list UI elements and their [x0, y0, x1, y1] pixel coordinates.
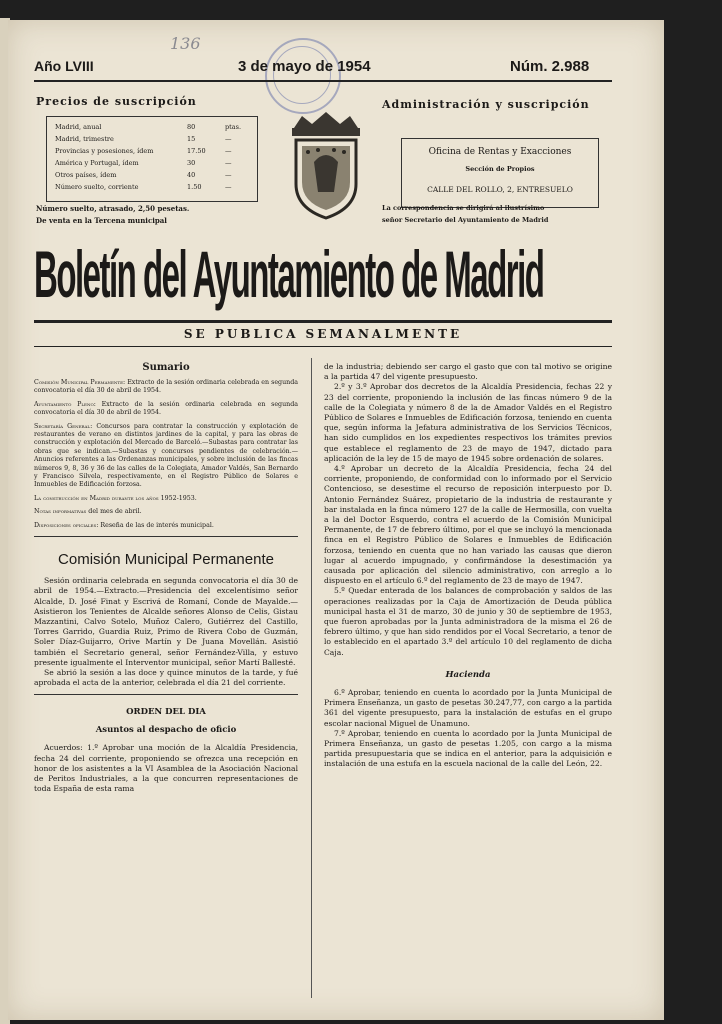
masthead-rule — [34, 320, 612, 323]
paragraph: 7.º Aprobar, teniendo en cuenta lo acordado por la Junta Municipal de Primera Enseñanza, un gasto de pesetas 1.205, con cargo a la misma partida presupuestaria que se indica en el anterior, para la adquisición e instalación de una estufa en la escuela nacional de la calle del León, 22. — [324, 728, 612, 769]
section-rule — [34, 536, 298, 537]
paragraph: Sesión ordinaria celebrada en segunda convocatoria el día 30 de abril de 1954.—Extracto.—Presidencia del excelentísimo señor Alcalde, D. José Finat y Escrivá de Romaní, Conde de Mayalde.—Asistieron los Tenientes de Alcalde señores Alonso de Celis, Gistau Mazzantini, Calvo Sotelo, Muñoz Calero, Gutiérrez del Castillo, Torres Garrido, Guardia Ruiz, Primo de Rivera Cobo de Guzmán, Soler Díaz-Guijarro, Orive Martín y De Juana Movellán. Asistió también el Secretario general, señor Fernández-Villa, y estuvo presente igualmente el Interventor municipal, señor Martí Ballesté. — [34, 576, 298, 667]
paragraph: 4.º Aprobar un decreto de la Alcaldía Presidencia, fecha 24 del corriente, proponiendo, de conformidad con lo informado por el Servicio Contencioso, se desestime el recurso de reposición interpuesto por D. Antonio Fernández Suárez, propietario de la industria de restaurante y bar instalada en la finca número 127 de la calle de Hermosilla, con vuelta a la del Doctor Esquerdo, contra el acuerdo de la Comisión Municipal Permanente, de 17 de febrero último, por el que se incluyó la mencionada finca en el Registro Público de Solares e Inmuebles de Edificación forzosa, teniendo en cuenta que no han variado las causas que dieron lugar al acuerdo impugnado, y confirmándose la desestimación ya causada por aplicación del silencio administrativo, con arreglo a lo dispuesto en el artículo 6.º del reglamento de 23 de mayo de 1947. — [324, 464, 612, 586]
left-column — [34, 362, 298, 794]
sumario-item: Disposiciones oficiales: Reseña de las de interés municipal. — [34, 521, 214, 529]
paragraph: 6.º Aprobar, teniendo en cuenta lo acordado por la Junta Municipal de Primera Enseñanza, un gasto de pesetas 30.247,77, con cargo a la partida 361 del vigente presupuesto, para la instalación de estufas en el grupo escolar nacional Miguel de Unamuno. — [324, 687, 612, 728]
office-name: Oficina de Rentas y Exacciones — [428, 147, 572, 157]
masthead-subtitle: SE PUBLICA SEMANALMENTE — [183, 327, 463, 341]
paragraph: Se abrió la sesión a las doce y quince minutos de la tarde, y fué aprobada el acta de la anterior, celebrada el día 21 del corriente. — [34, 667, 298, 688]
paragraph: 5.º Quedar enterada de los balances de comprobación y saldos de las operaciones realizadas por la Caja de Amortización de Deuda pública municipal hasta el 31 de marzo, 30 de junio y 30 de septiembre de 1953, que fueron aprobadas por la Junta administradora de la misma el 26 de febrero último, y que han sido rendidos por el Vocal Secretario, a tenor de lo establecido en el apartado 3.º del artículo 10 del reglamento de dicha Caja. — [324, 586, 612, 657]
sumario-item: Comisión Municipal Permanente: Extracto de la sesión ordinaria celebrada en segunda convocatoria el día 30 de abril de 1954. — [34, 379, 298, 395]
right-column — [324, 362, 612, 770]
subtitle-rule — [34, 346, 612, 347]
administration-note: señor Secretario del Ayuntamiento de Madrid — [382, 216, 549, 224]
paragraph: 2.º y 3.º Aprobar dos decretos de la Alcaldía Presidencia, fechas 22 y 23 del corriente, proponiendo la inclusión de las fincas número 9 de la calle de la Colegiata y número 8 de la de Amador Valdés en el Registro Público de Solares e Inmuebles de Edificación forzosa, teniendo en cuenta que, según informa la Jefatura administrativa de los Servicios Técnicos, han sido cumplidos en los expedientes respectivos los trámites previos que establece el reglamento de 23 de mayo de 1947, dictado para aplicación de la ley de 15 de mayo de 1945 sobre ordenación de solares. — [324, 382, 612, 463]
sumario-item: Secretaría General: Concursos para contratar la construcción y explotación de restaurantes de verano en distintos jardines de la capital, y para las obras de construcción y explotación del Mercado de Barceló.—Subastas para contratar las obras que se indican.—Subastas y concursos pendientes de celebración.—Anuncios referentes a las Ordenanzas municipales, y sobre inclusión de las fincas números 9, 8, 36 y 36 de las calles de la Colegiata, Amador Valdés, San Bernardo y Francisco Silvela, respectivamente, en el Registro Público de Solares e Inmuebles de Edificación forzosa. — [34, 422, 298, 489]
issue-date: 3 de mayo de 1954 — [238, 58, 371, 75]
year-label: Año LVIII — [34, 58, 94, 74]
sumario-item: Ayuntamiento Pleno: Extracto de la sesión ordinaria celebrada en segunda convocatoria el día 30 de abril de 1954. — [34, 400, 298, 417]
section-rule — [34, 694, 298, 695]
office-address: CALLE DEL ROLLO, 2, ENTRESUELO — [427, 185, 573, 194]
office-section: Sección de Propios — [465, 165, 535, 173]
issue-number: Núm. 2.988 — [510, 58, 590, 75]
subscription-note: Número suelto, atrasado, 2,50 pesetas. — [36, 204, 190, 213]
subscription-note: De venta en la Tercena municipal — [36, 216, 167, 225]
handwritten-number: 136 — [170, 34, 201, 53]
library-stamp — [265, 38, 341, 114]
paragraph: Acuerdos: 1.º Aprobar una moción de la Alcaldía Presidencia, fecha 24 del corriente, proponiendo se ofrezca una recepción en honor de los asistentes a la VI Asamblea de la Asociación Nacional de Peritos Industriales, a la que concurren representaciones de toda España de esta rama — [34, 743, 298, 794]
sumario-title: Sumario — [142, 362, 190, 373]
madrid-coat-of-arms-icon — [284, 112, 368, 224]
subscription-table: Madrid, anual 80 ptas. Madrid, trimestre 15 — Provincias y posesiones, ídem 17.50 — América y Portugal, ídem 30 — Otros países, ídem 40 — Número suelto, corriente 1.50 — — [46, 116, 258, 202]
newspaper-page — [8, 20, 664, 1020]
asuntos-heading: Asuntos al despacho de oficio — [95, 725, 237, 736]
column-separator — [311, 358, 312, 998]
section-heading-comision: Comisión Municipal Permanente — [58, 551, 274, 569]
orden-del-dia-heading: ORDEN DEL DIA — [126, 707, 206, 718]
sumario-item: La construcción en Madrid durante los años 1952-1953. — [34, 494, 197, 502]
administration-note: La correspondencia se dirigirá al ilustrísimo — [382, 204, 545, 212]
administration-box — [401, 138, 599, 208]
hacienda-heading: Hacienda — [445, 669, 491, 680]
administration-title: Administración y suscripción — [382, 98, 590, 111]
masthead-title: Boletín del Ayuntamiento de Madrid — [34, 237, 544, 311]
paragraph: de la industria; debiendo ser cargo el gasto que con tal motivo se origine a la partida 47 del vigente presupuesto. — [324, 362, 612, 382]
header-rule — [34, 80, 612, 82]
subscription-title: Precios de suscripción — [36, 95, 197, 108]
sumario-item: Notas informativas del mes de abril. — [34, 508, 142, 516]
